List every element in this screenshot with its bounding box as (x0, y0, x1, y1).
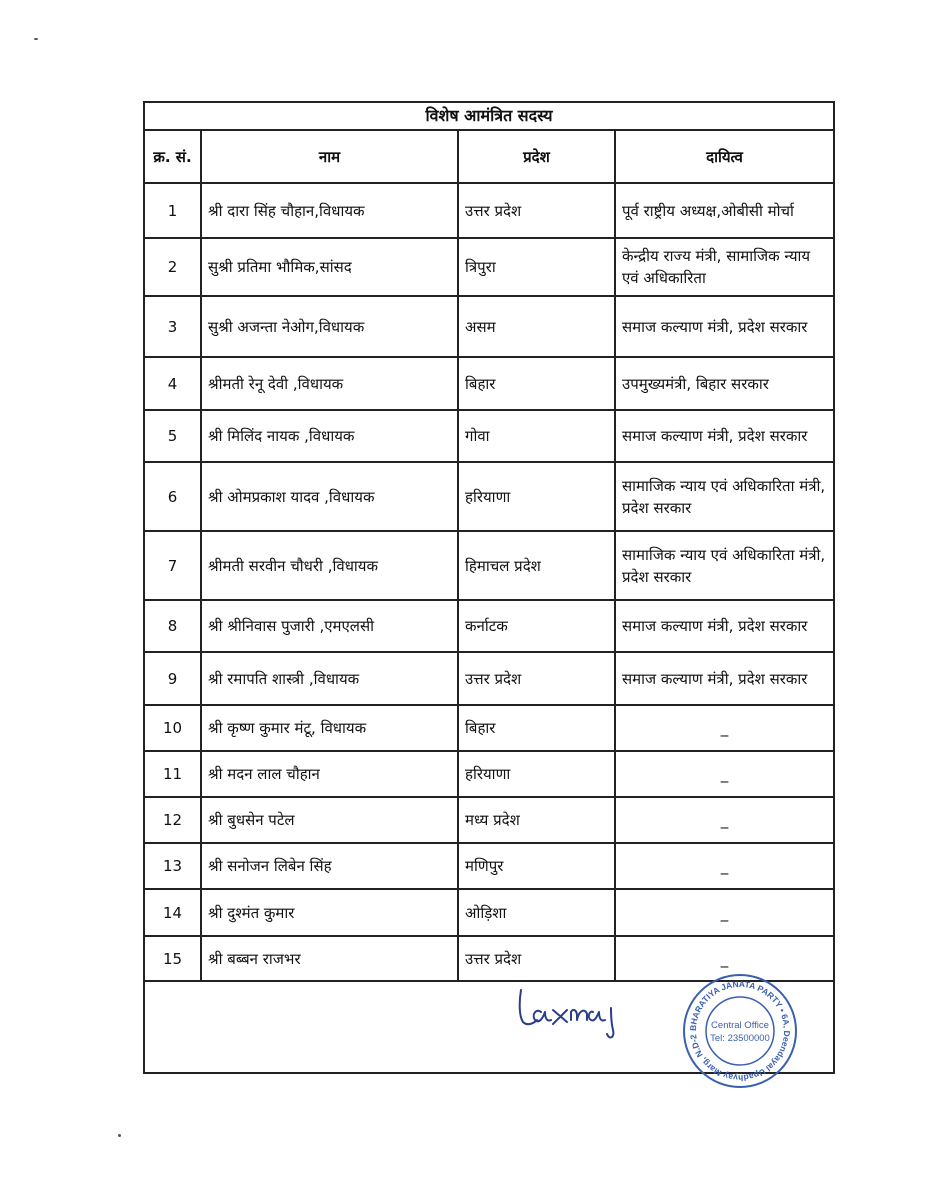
members-table (143, 101, 835, 1084)
header-state: प्रदेश (458, 130, 615, 183)
row-role: समाज कल्याण मंत्री, प्रदेश सरकार (615, 296, 834, 357)
row-serial: 10 (144, 705, 201, 751)
row-state: ओड़िशा (458, 889, 615, 936)
table-title-row (144, 102, 834, 130)
row-name: सुश्री अजन्ता नेओग,विधायक (201, 296, 458, 357)
row-serial: 5 (144, 410, 201, 462)
row-name: श्री ओमप्रकाश यादव ,विधायक (201, 462, 458, 531)
table-row (144, 705, 834, 751)
row-state: मणिपुर (458, 843, 615, 889)
row-serial: 11 (144, 751, 201, 797)
table-row (144, 843, 834, 889)
row-state: हरियाणा (458, 751, 615, 797)
table-row (144, 600, 834, 652)
row-serial: 8 (144, 600, 201, 652)
row-state: उत्तर प्रदेश (458, 936, 615, 981)
table-row (144, 531, 834, 600)
row-name: श्रीमती सरवीन चौधरी ,विधायक (201, 531, 458, 600)
header-serial: क्र. सं. (144, 130, 201, 183)
seal-center-line2: Tel: 23500000 (710, 1033, 770, 1044)
row-name: श्री मिलिंद नायक ,विधायक (201, 410, 458, 462)
row-state: उत्तर प्रदेश (458, 183, 615, 238)
row-role: समाज कल्याण मंत्री, प्रदेश सरकार (615, 652, 834, 705)
row-role: _ (615, 751, 834, 797)
row-role: समाज कल्याण मंत्री, प्रदेश सरकार (615, 410, 834, 462)
row-state: असम (458, 296, 615, 357)
table-header-row (144, 130, 834, 183)
row-name: श्री कृष्ण कुमार मंटू, विधायक (201, 705, 458, 751)
party-seal-stamp (681, 972, 799, 1090)
row-serial: 1 (144, 183, 201, 238)
row-name: श्रीमती रेनू देवी ,विधायक (201, 357, 458, 410)
signature-image (515, 982, 675, 1042)
row-serial: 12 (144, 797, 201, 843)
header-role: दायित्व (615, 130, 834, 183)
table-row (144, 357, 834, 410)
row-serial: 6 (144, 462, 201, 531)
row-state: मध्य प्रदेश (458, 797, 615, 843)
table-row (144, 751, 834, 797)
row-serial: 15 (144, 936, 201, 981)
row-state: गोवा (458, 410, 615, 462)
header-name: नाम (201, 130, 458, 183)
table-title: विशेष आमंत्रित सदस्य (144, 102, 834, 130)
table-row (144, 183, 834, 238)
row-serial: 2 (144, 238, 201, 296)
row-role: केन्द्रीय राज्य मंत्री, सामाजिक न्याय एवं अधिकारिता (615, 238, 834, 296)
row-role: _ (615, 797, 834, 843)
row-serial: 4 (144, 357, 201, 410)
row-name: श्री सनोजन लिबेन सिंह (201, 843, 458, 889)
row-state: उत्तर प्रदेश (458, 652, 615, 705)
row-state: कर्नाटक (458, 600, 615, 652)
scan-speck (118, 1134, 121, 1137)
row-state: हरियाणा (458, 462, 615, 531)
row-role: _ (615, 705, 834, 751)
row-state: बिहार (458, 357, 615, 410)
row-name: श्री बुधसेन पटेल (201, 797, 458, 843)
row-role: उपमुख्यमंत्री, बिहार सरकार (615, 357, 834, 410)
row-role: _ (615, 843, 834, 889)
row-state: बिहार (458, 705, 615, 751)
row-state: त्रिपुरा (458, 238, 615, 296)
row-role: पूर्व राष्ट्रीय अध्यक्ष,ओबीसी मोर्चा (615, 183, 834, 238)
table-row (144, 652, 834, 705)
table-row (144, 410, 834, 462)
row-role: समाज कल्याण मंत्री, प्रदेश सरकार (615, 600, 834, 652)
row-name: श्री रमापति शास्त्री ,विधायक (201, 652, 458, 705)
row-role: _ (615, 889, 834, 936)
row-role: _ (615, 936, 834, 981)
seal-ring-text: BHARATIYA JANATA PARTY • 6A, Deendayal Upadhyay Marg, N.D-2 (687, 978, 793, 1084)
seal-center-line1: Central Office (711, 1020, 769, 1031)
table-row (144, 238, 834, 296)
table-row (144, 462, 834, 531)
scan-speck (34, 38, 38, 40)
row-serial: 3 (144, 296, 201, 357)
signature-area (144, 978, 834, 1084)
row-name: श्री दुश्मंत कुमार (201, 889, 458, 936)
row-role: सामाजिक न्याय एवं अधिकारिता मंत्री, प्रदेश सरकार (615, 462, 834, 531)
row-serial: 13 (144, 843, 201, 889)
table-row (144, 797, 834, 843)
row-serial: 14 (144, 889, 201, 936)
row-name: श्री मदन लाल चौहान (201, 751, 458, 797)
signature-row (144, 981, 834, 1073)
row-serial: 9 (144, 652, 201, 705)
row-serial: 7 (144, 531, 201, 600)
row-role: सामाजिक न्याय एवं अधिकारिता मंत्री, प्रदेश सरकार (615, 531, 834, 600)
row-name: सुश्री प्रतिमा भौमिक,सांसद (201, 238, 458, 296)
row-name: श्री दारा सिंह चौहान,विधायक (201, 183, 458, 238)
row-state: हिमाचल प्रदेश (458, 531, 615, 600)
row-name: श्री बब्बन राजभर (201, 936, 458, 981)
row-name: श्री श्रीनिवास पुजारी ,एमएलसी (201, 600, 458, 652)
table-row (144, 296, 834, 357)
table-row (144, 889, 834, 936)
